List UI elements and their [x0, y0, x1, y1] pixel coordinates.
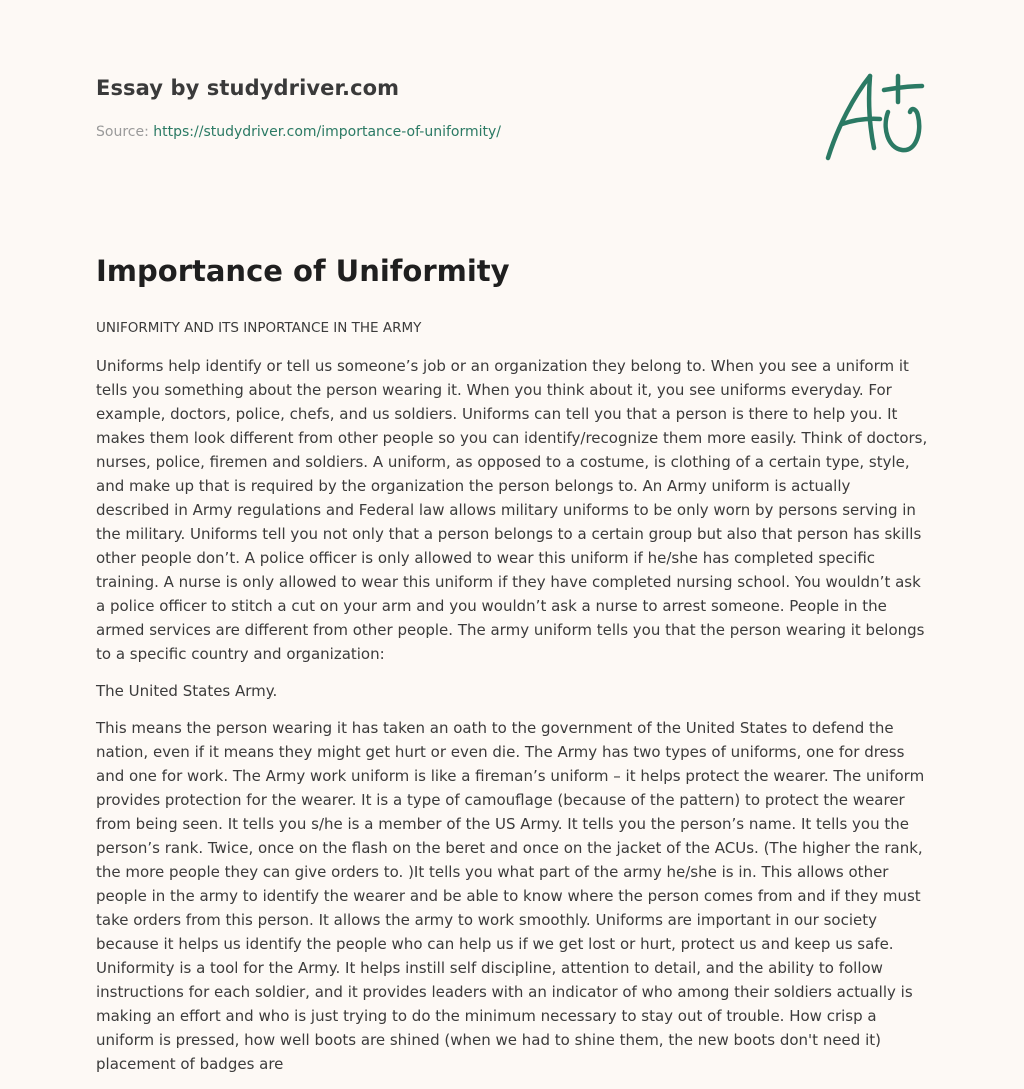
a-plus-logo-icon: [818, 66, 930, 166]
source-label: Source:: [96, 124, 154, 140]
source-link[interactable]: https://studydriver.com/importance-of-uniformity/: [153, 124, 501, 140]
essay-subheading: UNIFORMITY AND ITS INPORTANCE IN THE ARMY: [96, 320, 422, 336]
site-brand-title: Essay by studydriver.com: [96, 76, 400, 100]
source-line: [96, 124, 501, 140]
essay-body: [96, 316, 928, 1089]
essay-paragraph: The United States Army.: [96, 682, 278, 700]
essay-paragraph: This means the person wearing it has taken an oath to the government of the United States to defend the nation, even if it means they might get hurt or even die. The Army has two types of uniforms, one for dress and one for work. The Army work uniform is like a fireman’s uniform – it helps protect the wearer. The uniform provides protection for the wearer. It is a type of camouflage (because of the pattern) to protect the wearer from being seen. It tells you s/he is a member of the US Army. It tells you the person’s name. It tells you the person’s rank. Twice, once on the flash on the beret and once on the jacket of the ACUs. (The higher the rank, the more people they can give orders to. )It tells you what part of the army he/she is in. This allows other people in the army to identify the wearer and be able to know where the person comes from and if they must take orders from this person. It allows the army to work smoothly. Uniforms are important in our society because it helps us identify the people who can help us if we get lost or hurt, protect us and keep us safe. Uniformity is a tool for the Army. It helps instill self discipline, attention to detail, and the ability to follow instructions for each soldier, and it provides leaders with an indicator of who among their soldiers actually is making an effort and who is just trying to do the minimum necessary to stay out of trouble. How crisp a uniform is pressed, how well boots are shined (when we had to shine them, the new boots don't need it) placement of badges are: [96, 719, 925, 1073]
essay-paragraph: Uniforms help identify or tell us someone’s job or an organization they belong to. When you see a uniform it tells you something about the person wearing it. When you think about it, you see uniforms everyday. For example, doctors, police, chefs, and us soldiers. Uniforms can tell you that a person is there to help you. It makes them look different from other people so you can identify/recognize them more easily. Think of doctors, nurses, police, firemen and soldiers. A uniform, as opposed to a costume, is clothing of a certain type, style, and make up that is required by the organization the person belongs to. An Army uniform is actually described in Army regulations and Federal law allows military uniforms to be only worn by persons serving in the military. Uniforms tell you not only that a person belongs to a certain group but also that person has skills other people don’t. A police officer is only allowed to wear this uniform if he/she has completed specific training. A nurse is only allowed to wear this uniform if they have completed nursing school. You wouldn’t ask a police officer to stitch a cut on your arm and you wouldn’t ask a nurse to arrest someone. People in the armed services are different from other people. The army uniform tells you that the person wearing it belongs to a specific country and organization:: [96, 357, 928, 663]
essay-title: Importance of Uniformity: [96, 254, 510, 288]
